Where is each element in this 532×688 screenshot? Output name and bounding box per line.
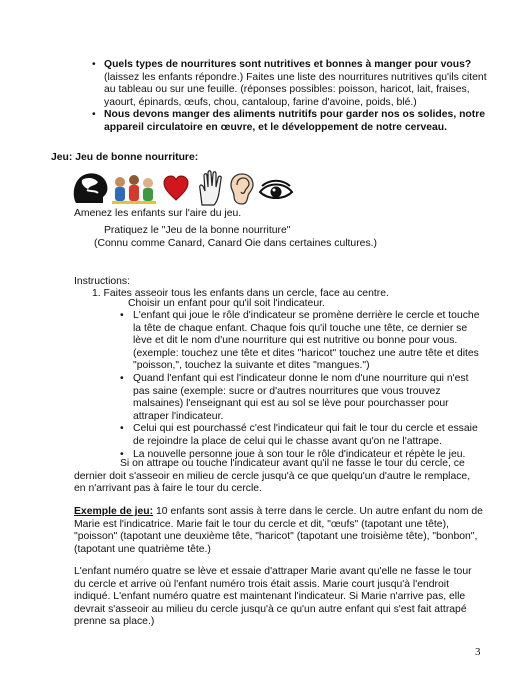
- question-item: [92, 59, 492, 109]
- children-group-icon: [112, 175, 156, 204]
- example-text-1: 10 enfants sont assis à terre dans le cercle. Un autre enfant du nom de Marie est l'indicatrice. Marie fait le tour du cercle et dit, "œufs" (tapotant une tête), "poisson" (tapotant une deuxième tête, "haricot" (tapotant une troisième tête), "bonbon", (tapotant une quatrième tête.): [74, 506, 483, 555]
- game-rules-list: [120, 310, 485, 461]
- rule-item: • La nouvelle personne joue à son tour le rôle d'indicateur et répète le jeu.: [120, 449, 485, 462]
- hand-icon: [200, 171, 221, 205]
- rule-item: • Quand l'enfant qui est l'indicateur donne le nom d'une nourriture qui n'est pas saine (exemple: sucre or d'autres nourritures que vous trouvez malsaines) l'enseignant qui est au sol se lève pour pourchasser pour attraper l'indicateur.: [120, 373, 485, 423]
- discussion-questions: [92, 59, 492, 135]
- example-label: Exemple de jeu:: [74, 506, 154, 517]
- ear-icon: [231, 174, 253, 204]
- example-paragraph-2: L'enfant numéro quatre se lève et essaie d'attraper Marie avant qu'elle ne fasse le tour du cercle et arrive où l'enfant numéro trois était assis. Marie court jusqu'à l'endroit indiqué. L'enfant numéro quatre est maintenant l'indicateur. Si Marie n'arrive pas, elle devrait s'asseoir au milieu du cercle jusqu'à ce qu'un autre enfant qui s'est fait attrapé prenne sa place.): [74, 566, 472, 628]
- heart-icon: [164, 176, 188, 200]
- senses-icon-row: [70, 170, 295, 208]
- game-practice-line: Pratiquez le "Jeu de la bonne nourriture": [104, 225, 291, 236]
- game-also-known: (Connu comme Canard, Canard Oie dans certaines cultures.): [94, 238, 377, 249]
- question-item: [92, 109, 492, 134]
- question-bold-text: Quels types de nourritures sont nutritives et bonnes à manger pour vous?: [104, 59, 472, 70]
- game-closing-text: Si on attrape ou touche l'indicateur avant qu'il ne fasse le tour du cercle, ce dernier doit s'asseoir en milieu de cercle jusqu'à ce que quelqu'un d'autre le remplace, en n'arrivant pas à faire le tour du cercle.: [74, 458, 471, 495]
- example-paragraph-1: [74, 506, 484, 556]
- game-intro: Amenez les enfants sur l'aire du jeu.: [74, 208, 242, 219]
- game-heading: Jeu: Jeu de bonne nourriture:: [51, 152, 199, 163]
- question-detail-text: (laissez les enfants répondre.) Faites une liste des nourritures nutritives qu'ils citent au tableau ou sur une feuille. (réponses possibles: poisson, haricot, lait, fraises, yaourt, épinards, œufs, chou, cantaloup, farine d'avoine, poids, blé.): [104, 71, 487, 108]
- instructions-label: Instructions:: [74, 276, 131, 287]
- head-thinking-icon: [74, 173, 108, 203]
- instruction-step-1: 1. Faites asseoir tous les enfants dans un cercle, face au centre.: [92, 288, 389, 299]
- rule-item: • Celui qui est pourchassé c'est l'indicateur qui fait le tour du cercle et essaie de rejoindre la place de celui qui le chasse avant qu'on ne l'attrape.: [120, 423, 485, 448]
- eye-icon: [260, 181, 292, 198]
- rule-item: • L'enfant qui joue le rôle d'indicateur se promène derrière le cercle et touche la tête de chaque enfant. Chaque fois qu'il touche une tête, ce dernier se lève et dit le nom d'une nourriture qui est nutritive ou bonne pour vous. (exemple: touchez une tête et dites "haricot" touchez une autre tête et dites "poisson,", touchez la suivante et dites "mangues."): [120, 310, 485, 373]
- page-number: 3: [475, 646, 481, 658]
- question-bold-text: Nous devons manger des aliments nutritifs pour garder nos os solides, notre appareil circulatoire en œuvre, et le développement de notre cerveau.: [104, 109, 486, 133]
- instruction-step-1-sub: Choisir un enfant pour qu'il soit l'indicateur.: [128, 298, 325, 309]
